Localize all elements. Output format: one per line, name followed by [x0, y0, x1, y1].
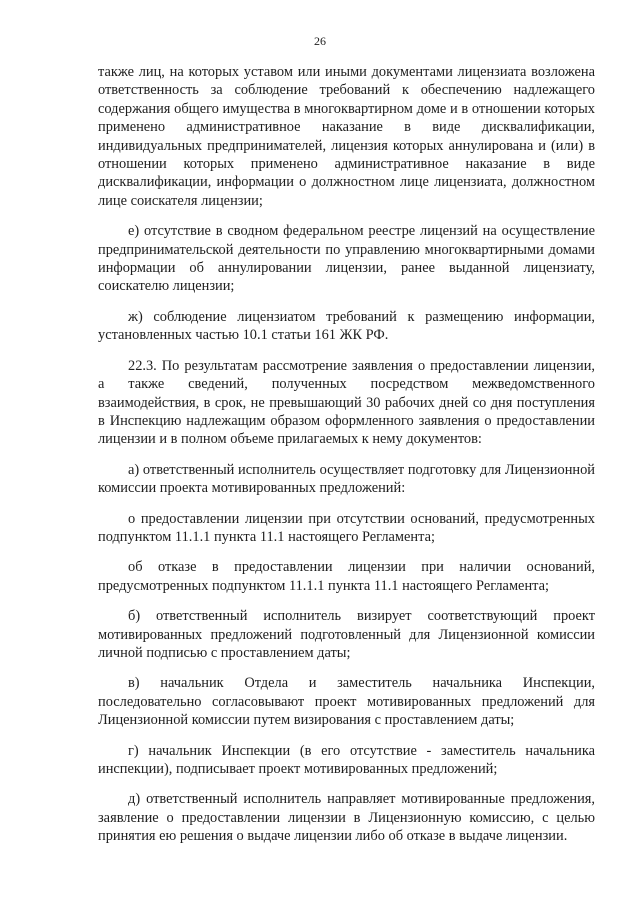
paragraph-item-d: д) ответственный исполнитель направляет мотивированные предложения, заявление о предоставлении лицензии в Лицензионную комиссию, с целью принятия ею решения о выдаче лицензии либо об отказе в выдаче лицензии. [98, 791, 595, 845]
paragraph-item-e: е) отсутствие в сводном федеральном реестре лицензий на осуществление предпринимательской деятельности по управлению многоквартирными домами информации об аннулировании лицензии, ранее выданной лицензиату, соискателю лицензии; [98, 223, 595, 295]
paragraph-item-v: в) начальник Отдела и заместитель начальника Инспекции, последовательно согласовывают проект мотивированных предложений для Лицензионной комиссии путем визирования с проставлением даты; [98, 675, 595, 729]
paragraph-refusal-option: об отказе в предоставлении лицензии при наличии оснований, предусмотренных подпунктом 11.1.1 пункта 11.1 настоящего Регламента; [98, 559, 595, 594]
paragraph-item-b: б) ответственный исполнитель визирует соответствующий проект мотивированных предложений подготовленный для Лицензионной комиссии личной подписью с проставлением даты; [98, 608, 595, 661]
paragraph-section-22-3: 22.3. По результатам рассмотрение заявления о предоставлении лицензии, а также сведений, полученных посредством межведомственного взаимодействия, в срок, не превышающий 30 рабочих дней со дня поступления в Инспекцию надлежащим образом оформленного заявления о предоставлении лицензии и в полном объеме прилагаемых к нему документов: [98, 357, 595, 448]
paragraph-continuation: также лиц, на которых уставом или иными документами лицензиата возложена ответственность за соблюдение требований к обеспечению надлежащего содержания общего имущества в многоквартирном доме и в отношении которых применено административное наказание в виде дисквалификации, индивидуальных предпринимателей, лицензия которых аннулирована и (или) в отношении которых применено административное наказание в виде дисквалификации, информации о должностном лице лицензиата, должностном лице соискателя лицензии; [98, 64, 595, 209]
document-body [98, 63, 595, 858]
paragraph-item-g: г) начальник Инспекции (в его отсутствие - заместитель начальника инспекции), подписывает проект мотивированных предложений; [98, 742, 595, 777]
paragraph-item-zh: ж) соблюдение лицензиатом требований к размещению информации, установленных частью 10.1 статьи 161 ЖК РФ. [98, 308, 595, 344]
page-number: 26 [314, 34, 326, 48]
paragraph-grant-option: о предоставлении лицензии при отсутствии оснований, предусмотренных подпунктом 11.1.1 пункта 11.1 настоящего Регламента; [98, 510, 595, 545]
paragraph-item-a: а) ответственный исполнитель осуществляет подготовку для Лицензионной комиссии проекта мотивированных предложений: [98, 461, 595, 497]
